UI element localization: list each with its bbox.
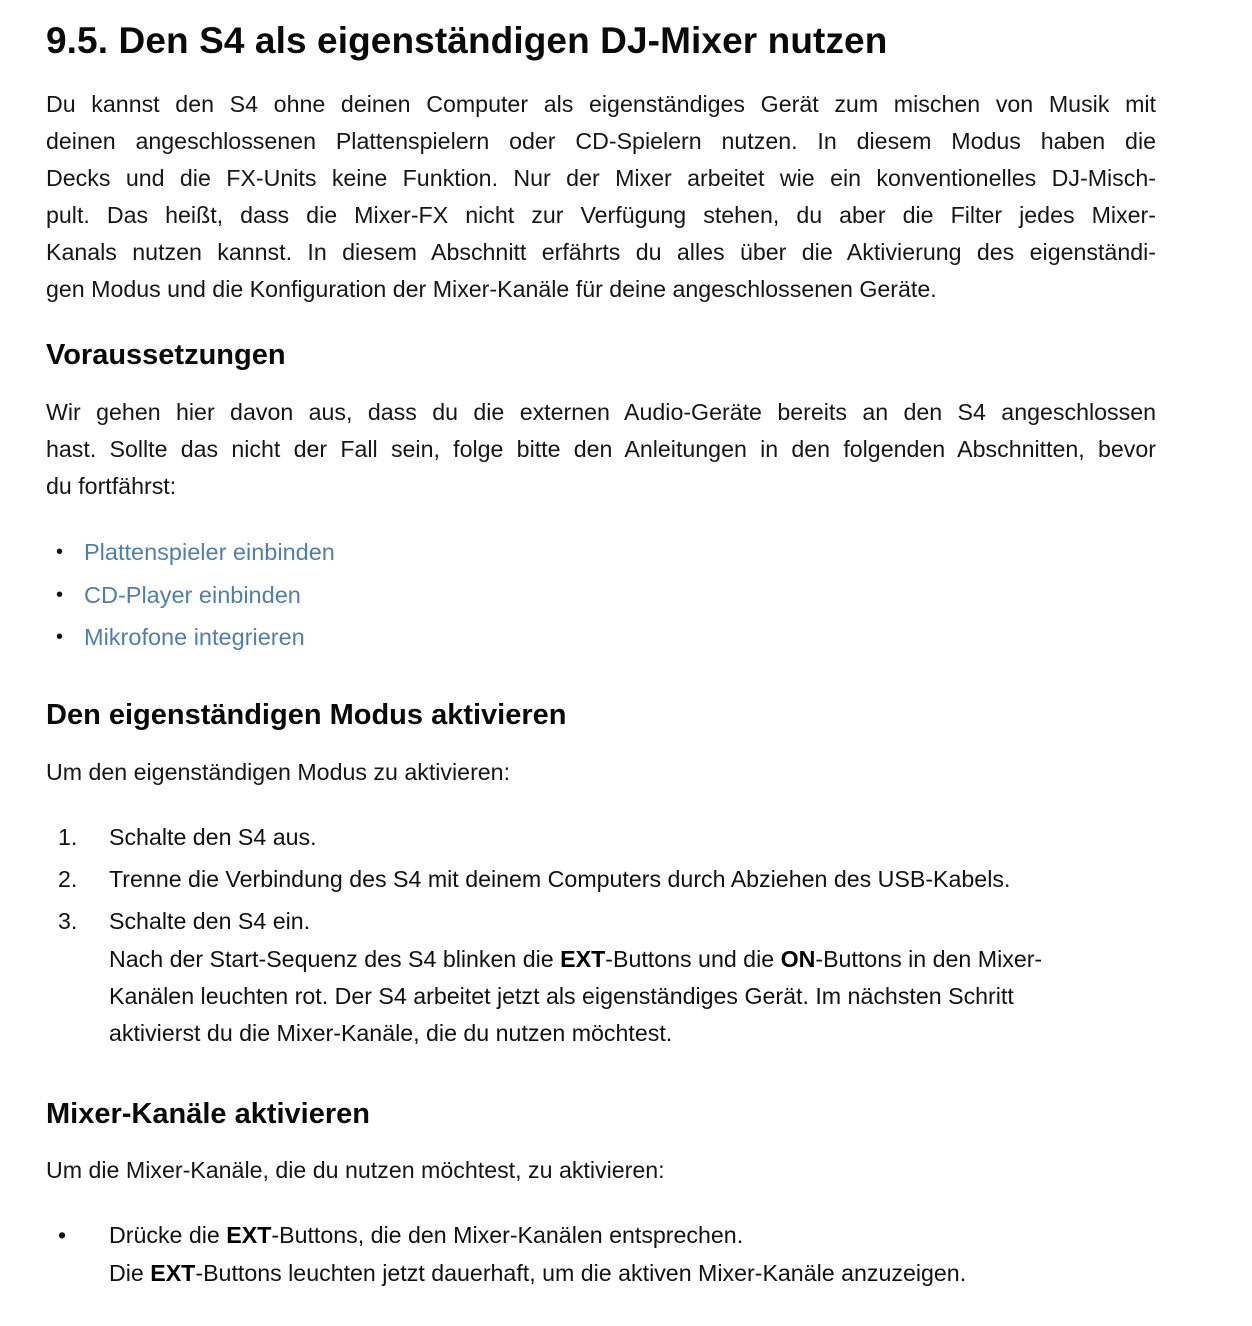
step-item [58,902,1149,1052]
ext-button-label: EXT [560,946,606,972]
intro-line: Kanals nutzen kannst. In diesem Abschnitt erfährts du alles über die Aktivierung des eigenständi- [46,239,1156,265]
prerequisite-links [56,531,335,659]
step-number: 2. [58,866,78,892]
activate-intro: Um den eigenständigen Modus zu aktivieren: [46,759,511,785]
channel-steps [58,1216,1149,1292]
list-item [56,574,335,617]
intro-line: Decks und die FX-Units keine Funktion. Nur der Mixer arbeitet wie ein konventionelles DJ-Misch- [46,165,1156,191]
step-text: Schalte den S4 ein. [109,908,311,934]
on-button-label: ON [780,946,816,972]
result-text: Die [109,1260,151,1286]
prereq-line: hast. Sollte das nicht der Fall sein, folge bitte den Anleitungen in den folgenden Abschnitten, bevor [46,436,1156,462]
intro-paragraph [46,86,1156,308]
step-body [109,1216,1149,1292]
list-item [56,616,335,659]
step-text: Schalte den S4 aus. [109,824,317,850]
step-number: 1. [58,824,78,850]
page-title: 9.5. Den S4 als eigenständigen DJ-Mixer nutzen [46,20,888,61]
intro-line: pult. Das heißt, dass die Mixer-FX nicht zur Verfügung stehen, du aber die Filter jedes Mixer- [46,202,1156,228]
ext-button-label: EXT [150,1260,196,1286]
activation-steps [58,818,1149,1052]
prereq-line: du fortfährst: [46,473,177,499]
ext-button-label: EXT [226,1222,272,1248]
section-heading-prerequisites: Voraussetzungen [46,339,286,371]
step-result [109,941,1149,978]
step-body [109,902,1149,1052]
step-item [58,818,1149,860]
step-number: 3. [58,908,78,934]
step-text-part: Drücke die [109,1222,227,1248]
bullet-icon: • [56,583,64,606]
result-text: -Buttons leuchten jetzt dauerhaft, um die aktiven Mixer-Kanäle anzuzeigen. [195,1260,967,1286]
result-text: Nach der Start-Sequenz des S4 blinken die [109,946,561,972]
section-heading-activate-standalone: Den eigenständigen Modus aktivieren [46,699,567,731]
bullet-icon: • [56,541,64,564]
prerequisites-paragraph [46,394,1156,505]
link-cd-players[interactable]: CD-Player einbinden [84,581,301,608]
prereq-line: Wir gehen hier davon aus, dass du die externen Audio-Geräte bereits an den S4 angeschlossen [46,399,1156,425]
bullet-icon: • [56,626,64,649]
intro-line: gen Modus und die Konfiguration der Mixer-Kanäle für deine angeschlossenen Geräte. [46,276,937,302]
bullet-icon: • [58,1222,67,1248]
step-item [58,1216,1149,1292]
section-heading-mixer-channels: Mixer-Kanäle aktivieren [46,1098,370,1130]
intro-line: deinen angeschlossenen Plattenspielern oder CD-Spielern nutzen. In diesem Modus haben die [46,128,1156,154]
step-text [109,1222,743,1248]
step-text-part: -Buttons, die den Mixer-Kanälen entsprechen. [271,1222,744,1248]
step-result [109,1255,1149,1292]
list-item [56,531,335,574]
step-item [58,860,1149,902]
result-text: -Buttons in den Mixer- [815,946,1043,972]
link-microphones[interactable]: Mikrofone integrieren [84,624,305,651]
intro-line: Du kannst den S4 ohne deinen Computer als eigenständiges Gerät zum mischen von Musik mit [46,91,1156,117]
step-text: Trenne die Verbindung des S4 mit deinem Computers durch Abziehen des USB-Kabels. [109,866,1011,892]
link-turntables[interactable]: Plattenspieler einbinden [84,539,335,566]
step-result-line: Kanälen leuchten rot. Der S4 arbeitet jetzt als eigenständiges Gerät. Im nächsten Schritt [109,983,1014,1009]
result-text: -Buttons und die [605,946,781,972]
channels-intro: Um die Mixer-Kanäle, die du nutzen möchtest, zu aktivieren: [46,1157,665,1183]
step-result-line: aktivierst du die Mixer-Kanäle, die du nutzen möchtest. [109,1020,673,1046]
